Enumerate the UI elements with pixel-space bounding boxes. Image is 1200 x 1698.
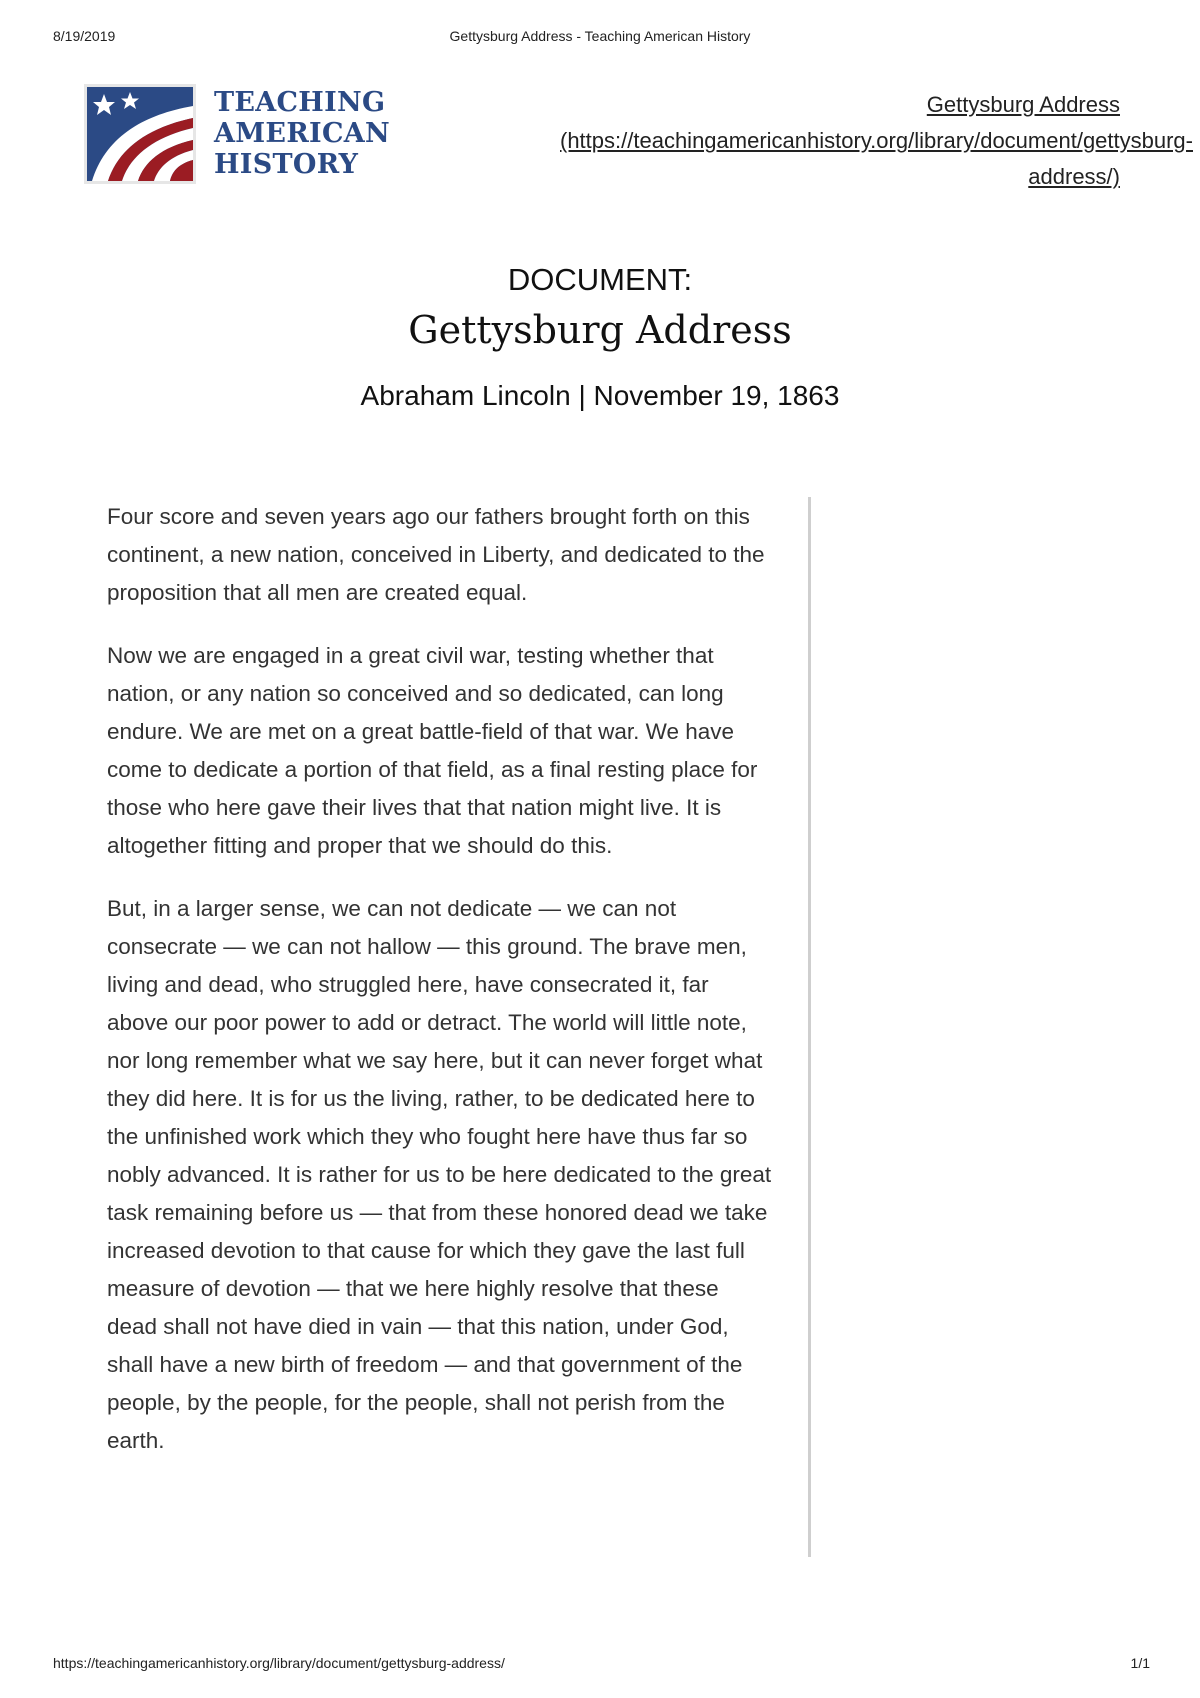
source-link-url: (https://teachingamericanhistory.org/library/document/gettysburg- bbox=[560, 128, 1193, 153]
paragraph: Four score and seven years ago our fathers brought forth on this continent, a new nation, conceived in Liberty, and dedicated to the proposition that all men are created equal. bbox=[107, 504, 765, 605]
logo-line-american: AMERICAN bbox=[214, 118, 391, 149]
source-link-block bbox=[560, 87, 1193, 192]
document-title: Gettysburg Address bbox=[408, 308, 792, 352]
logo-line-history: HISTORY bbox=[214, 149, 359, 180]
logo-line-teaching: TEACHING bbox=[214, 87, 386, 118]
document-label: DOCUMENT: bbox=[507, 262, 693, 297]
source-link-url-end: address/) bbox=[1028, 164, 1120, 189]
print-date: 8/19/2019 bbox=[53, 28, 116, 44]
source-link-title: Gettysburg Address bbox=[926, 92, 1120, 117]
flag-logo-icon bbox=[84, 84, 196, 184]
site-logo[interactable] bbox=[84, 84, 394, 184]
print-page-title: Gettysburg Address - Teaching American History bbox=[449, 28, 751, 44]
paragraph: But, in a larger sense, we can not dedicate — we can not consecrate — we can not hallow — this ground. The brave men, living and dead, who struggled here, have consecrated it, far above our poor power to add or detract. The world will little note, nor long remember what we say here, but it can never forget what they did here. It is for us the living, rather, to be dedicated here to the unfinished work which they who fought here have thus far so nobly advanced. It is rather for us to be here dedicated to the great task remaining before us — that from these honored dead we take increased devotion to that cause for which they gave the last full measure of devotion — that we here highly resolve that these dead shall not have died in vain — that this nation, under God, shall have a new birth of freedom — and that government of the people, by the people, for the people, shall not perish from the earth. bbox=[107, 896, 772, 1453]
print-footer bbox=[0, 1655, 1200, 1675]
print-url: https://teachingamericanhistory.org/library/document/gettysburg-address/ bbox=[53, 1655, 505, 1671]
paragraph: Now we are engaged in a great civil war, testing whether that nation, or any nation so conceived and so dedicated, can long endure. We are met on a great battle-field of that war. We have come to dedicate a portion of that field, as a final resting place for those who here gave their lives that that nation might live. It is altogether fitting and proper that we should do this. bbox=[107, 643, 758, 858]
print-header bbox=[0, 28, 1200, 48]
document-body bbox=[107, 498, 772, 1485]
document-byline: Abraham Lincoln | November 19, 1863 bbox=[360, 380, 840, 411]
page-number: 1/1 bbox=[1130, 1655, 1150, 1671]
source-link[interactable] bbox=[560, 92, 1193, 189]
logo-wordmark bbox=[214, 87, 390, 180]
sidebar-divider bbox=[808, 497, 811, 1557]
